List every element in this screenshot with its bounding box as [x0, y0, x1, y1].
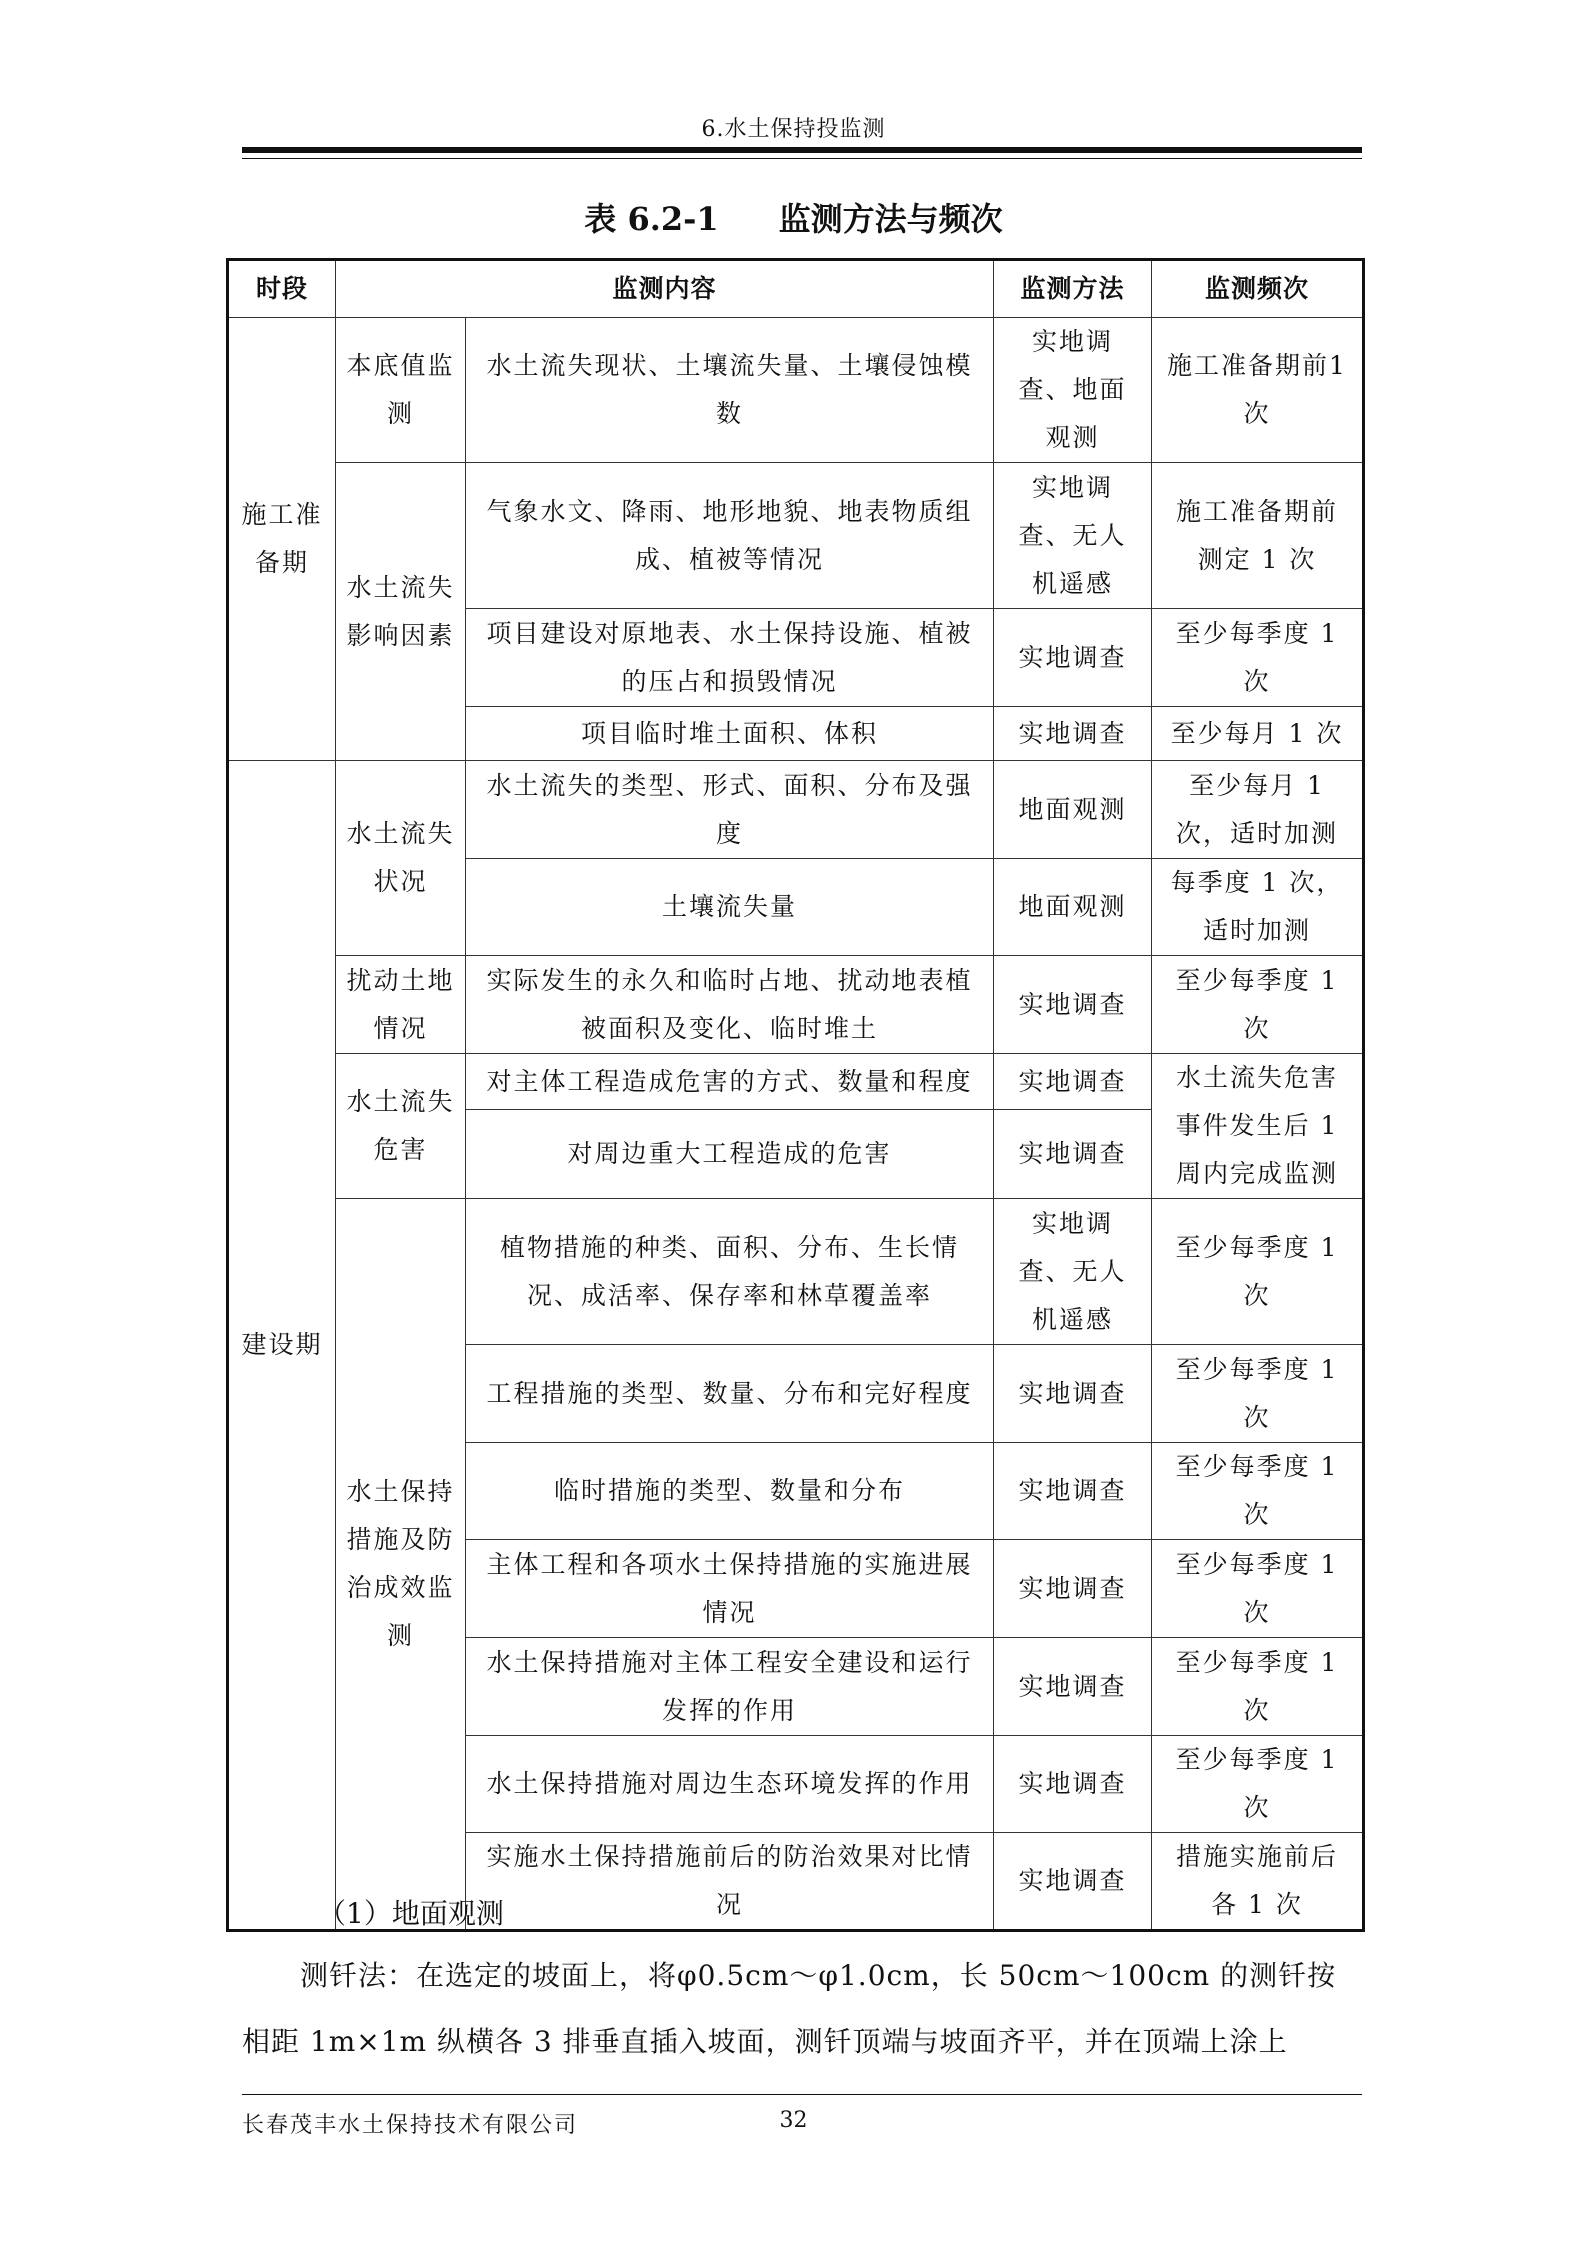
frequency-cell: 每季度 1 次，适时加测 — [1152, 859, 1364, 956]
table-row — [228, 1054, 1364, 1110]
method-cell: 实地调查 — [994, 707, 1152, 761]
content-cell: 气象水文、降雨、地形地貌、地表物质组成、植被等情况 — [466, 463, 994, 609]
content-cell: 水土流失的类型、形式、面积、分布及强度 — [466, 761, 994, 859]
method-cell: 实地调查 — [994, 1736, 1152, 1833]
period-cell: 施工准备期 — [228, 318, 336, 761]
content-cell: 对周边重大工程造成的危害 — [466, 1110, 994, 1199]
method-cell: 地面观测 — [994, 859, 1152, 956]
category-cell: 水土流失危害 — [336, 1054, 466, 1199]
footer-company: 长春茂丰水土保持技术有限公司 — [242, 2113, 579, 2138]
frequency-cell: 至少每季度 1 次 — [1152, 1540, 1364, 1638]
frequency-cell: 至少每月 1次，适时加测 — [1152, 761, 1364, 859]
content-cell: 水土保持措施对主体工程安全建设和运行发挥的作用 — [466, 1638, 994, 1736]
content-cell: 水土流失现状、土壤流失量、土壤侵蚀模数 — [466, 318, 994, 463]
method-cell: 实地调查、无人机遥感 — [994, 463, 1152, 609]
method-cell: 实地调查 — [994, 1540, 1152, 1638]
method-cell: 实地调查、地面观测 — [994, 318, 1152, 463]
period-cell: 建设期 — [228, 761, 336, 1931]
table-row — [228, 1199, 1364, 1345]
table-row — [228, 318, 1364, 463]
method-cell: 实地调查 — [994, 1638, 1152, 1736]
category-cell: 水土保持措施及防治成效监测 — [336, 1199, 466, 1931]
table-row — [228, 956, 1364, 1054]
content-cell: 实施水土保持措施前后的防治效果对比情况 — [466, 1833, 994, 1931]
content-cell: 土壤流失量 — [466, 859, 994, 956]
frequency-cell: 至少每季度 1 次 — [1152, 1736, 1364, 1833]
method-cell: 实地调查 — [994, 1443, 1152, 1540]
table-number: 表 6.2-1 — [584, 200, 719, 238]
body-paragraph: 相距 1m×1m 纵横各 3 排垂直插入坡面，测钎顶端与坡面齐平，并在顶端上涂上 — [242, 2025, 1288, 2058]
frequency-cell: 措施实施前后各 1 次 — [1152, 1833, 1364, 1931]
category-cell: 本底值监测 — [336, 318, 466, 463]
method-cell: 实地调查、无人机遥感 — [994, 1199, 1152, 1345]
content-cell: 水土保持措施对周边生态环境发挥的作用 — [466, 1736, 994, 1833]
footer-rule — [242, 2094, 1362, 2095]
content-cell: 实际发生的永久和临时占地、扰动地表植被面积及变化、临时堆土 — [466, 956, 994, 1054]
frequency-cell: 水土流失危害事件发生后 1 周内完成监测 — [1152, 1054, 1364, 1199]
category-cell: 水土流失影响因素 — [336, 463, 466, 761]
content-cell: 工程措施的类型、数量、分布和完好程度 — [466, 1345, 994, 1443]
method-cell: 实地调查 — [994, 1833, 1152, 1931]
content-cell: 植物措施的种类、面积、分布、生长情况、成活率、保存率和林草覆盖率 — [466, 1199, 994, 1345]
frequency-cell: 至少每季度 1 次 — [1152, 1638, 1364, 1736]
frequency-cell: 至少每季度 1 次 — [1152, 1199, 1364, 1345]
table-row — [228, 463, 1364, 609]
header-method: 监测方法 — [994, 260, 1152, 318]
header-content: 监测内容 — [336, 260, 994, 318]
content-cell: 主体工程和各项水土保持措施的实施进展情况 — [466, 1540, 994, 1638]
content-cell: 项目建设对原地表、水土保持设施、植被的压占和损毁情况 — [466, 609, 994, 707]
frequency-cell: 至少每季度 1 次 — [1152, 1345, 1364, 1443]
category-cell: 水土流失状况 — [336, 761, 466, 956]
frequency-cell: 至少每季度 1 次 — [1152, 956, 1364, 1054]
method-cell: 实地调查 — [994, 609, 1152, 707]
header-rule-thin — [242, 158, 1362, 159]
category-cell: 扰动土地情况 — [336, 956, 466, 1054]
section-heading: （1）地面观测 — [318, 1897, 504, 1930]
header-rule-thick — [242, 147, 1362, 153]
header-frequency: 监测频次 — [1152, 260, 1364, 318]
table-caption — [0, 194, 1587, 240]
method-cell: 实地调查 — [994, 956, 1152, 1054]
method-cell: 地面观测 — [994, 761, 1152, 859]
method-cell: 实地调查 — [994, 1345, 1152, 1443]
frequency-cell: 施工准备期前测定 1 次 — [1152, 463, 1364, 609]
frequency-cell: 至少每季度 1 次 — [1152, 1443, 1364, 1540]
monitoring-table — [226, 258, 1365, 1932]
frequency-cell: 至少每月 1 次 — [1152, 707, 1364, 761]
method-cell: 实地调查 — [994, 1110, 1152, 1199]
frequency-cell: 至少每季度 1 次 — [1152, 609, 1364, 707]
table-title: 监测方法与频次 — [778, 200, 1003, 238]
table-header-row — [228, 260, 1364, 318]
running-header: 6.水土保持投监测 — [701, 117, 886, 142]
content-cell: 对主体工程造成危害的方式、数量和程度 — [466, 1054, 994, 1110]
content-cell: 临时措施的类型、数量和分布 — [466, 1443, 994, 1540]
method-cell: 实地调查 — [994, 1054, 1152, 1110]
page-number: 32 — [779, 2108, 808, 2133]
body-paragraph: 测钎法：在选定的坡面上，将φ0.5cm～φ1.0cm，长 50cm～100cm 的测钎按 — [300, 1959, 1337, 1992]
content-cell: 项目临时堆土面积、体积 — [466, 707, 994, 761]
frequency-cell: 施工准备期前1次 — [1152, 318, 1364, 463]
table-row — [228, 761, 1364, 859]
header-period: 时段 — [228, 260, 336, 318]
